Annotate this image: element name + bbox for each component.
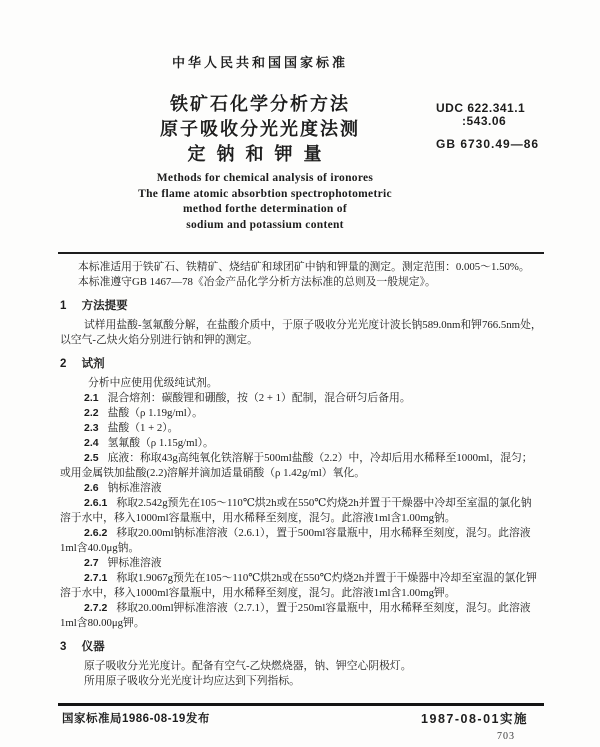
reagent-item-number: 2.2 bbox=[84, 407, 99, 419]
reagent-item-text: 移取20.00ml钠标准溶液（2.6.1），置于500ml容量瓶中，用水稀释至刻度，混匀。此溶液1ml含40.0μg钠。 bbox=[60, 527, 531, 554]
reagent-item bbox=[60, 391, 542, 406]
reagent-item bbox=[60, 571, 542, 601]
reagent-item-number: 2.4 bbox=[84, 437, 99, 449]
reagent-item bbox=[60, 406, 542, 421]
scope-statement: 本标准适用于铁矿石、铁精矿、烧结矿和球团矿中钠和钾量的测定。测定范围：0.005～1.50%。 bbox=[78, 261, 530, 273]
reagent-item bbox=[60, 481, 542, 496]
section-1-title: 方法提要 bbox=[81, 300, 128, 312]
reagent-item-text: 钠标准溶液 bbox=[107, 482, 162, 494]
issue-date: 国家标准局1986-08-19发布 bbox=[62, 713, 210, 725]
english-title-line-2: The flame atomic absorbtion spectrophotometric bbox=[138, 187, 392, 200]
reagent-item bbox=[60, 556, 542, 571]
header-divider bbox=[58, 252, 544, 254]
reagent-item-text: 盐酸（ρ 1.19g/ml）。 bbox=[107, 407, 203, 419]
section-2-number: 2 bbox=[60, 358, 67, 370]
english-title-line-4: sodium and potassium content bbox=[186, 218, 344, 231]
english-title bbox=[60, 171, 470, 233]
reagent-item-number: 2.6.2 bbox=[84, 527, 108, 539]
reagent-item-number: 2.1 bbox=[84, 392, 99, 404]
reagent-item-number: 2.3 bbox=[84, 422, 99, 434]
compliance-statement: 本标准遵守GB 1467—78《冶金产品化学分析方法标准的总则及一般规定》。 bbox=[78, 276, 436, 288]
document-body bbox=[60, 260, 542, 689]
standard-number: GB 6730.49—86 bbox=[436, 137, 540, 151]
section-3-body-1: 原子吸收分光光度计。配备有空气-乙炔燃烧器，钠、钾空心阴极灯。 bbox=[84, 660, 412, 672]
section-2-heading bbox=[60, 356, 542, 372]
footer-divider bbox=[58, 703, 544, 706]
english-title-line-3: method forthe determination of bbox=[183, 203, 347, 215]
page-number: 703 bbox=[497, 731, 515, 742]
reagent-item-number: 2.7 bbox=[84, 557, 99, 569]
reagent-item-text: 钾标准溶液 bbox=[107, 557, 162, 569]
udc-number-continued: :543.06 bbox=[462, 114, 507, 128]
reagent-item-number: 2.6.1 bbox=[84, 497, 108, 509]
section-1-heading bbox=[60, 298, 542, 314]
reagent-item-text: 底液：称取43g高纯氧化铁溶解于500ml盐酸（2.2）中，冷却后用水稀释至1000ml，混匀；或用金属铁加盐酸(2.2)溶解并滴加适量硝酸（ρ 1.42g/ml）氧化。 bbox=[60, 452, 533, 479]
section-1-number: 1 bbox=[60, 300, 67, 312]
reagent-item-number: 2.7.2 bbox=[84, 602, 108, 614]
reagent-item bbox=[60, 526, 542, 556]
section-3-body-2: 所用原子吸收分光光度计均应达到下列指标。 bbox=[84, 675, 300, 687]
classification-block bbox=[436, 102, 586, 151]
reagent-item bbox=[60, 601, 542, 631]
national-standard-label: 中华人民共和国国家标准 bbox=[171, 55, 348, 70]
reagent-item bbox=[60, 436, 542, 451]
section-2-title: 试剂 bbox=[81, 358, 105, 370]
title-line-3: 定钠和钾量 bbox=[187, 144, 333, 164]
reagent-item-text: 称取2.542g预先在105～110℃烘2h或在550℃灼烧2h并置于干燥器中冷却至室温的氯化钠溶于水中，移入1000ml容量瓶中，用水稀释至刻度，混匀。此溶液1ml含1.00mg钠。 bbox=[60, 497, 532, 524]
reagent-item-text: 称取1.9067g预先在105～110℃烘2h或在550℃灼烧2h并置于干燥器中冷却至室温的氯化钾溶于水中，移入1000ml容量瓶中，用水稀释至刻度，混匀。此溶液1ml含1.00mg钾。 bbox=[60, 572, 537, 599]
reagent-item bbox=[60, 496, 542, 526]
udc-number: UDC 622.341.1 bbox=[436, 101, 526, 115]
reagent-item-text: 盐酸（1 + 2）。 bbox=[107, 422, 179, 434]
section-3-title: 仪器 bbox=[81, 641, 105, 653]
title-line-2: 原子吸收分光光度法测 bbox=[160, 119, 360, 139]
section-3-number: 3 bbox=[60, 641, 67, 653]
section-1-body: 试样用盐酸-氢氟酸分解，在盐酸介质中，于原子吸收分光光度计波长钠589.0nm和钾766.5nm处，以空气-乙炔火焰分别进行钠和钾的测定。 bbox=[60, 319, 542, 346]
reagent-item-text: 氢氟酸（ρ 1.15g/ml）。 bbox=[107, 437, 214, 449]
reagent-item bbox=[60, 421, 542, 436]
reagent-item-text: 混合熔剂：碳酸锂和硼酸，按（2 + 1）配制，混合研匀后备用。 bbox=[107, 392, 411, 404]
reagent-item-text: 移取20.00ml钾标准溶液（2.7.1），置于250ml容量瓶中，用水稀释至刻度，混匀。此溶液1ml含80.00μg钾。 bbox=[60, 602, 531, 629]
reagent-item-number: 2.5 bbox=[84, 452, 99, 464]
document-title bbox=[60, 92, 460, 167]
english-title-line-1: Methods for chemical analysis of ironores bbox=[156, 172, 374, 184]
effective-date: 1987-08-01实施 bbox=[421, 712, 528, 726]
reagent-item-number: 2.7.1 bbox=[84, 572, 108, 584]
section-2-intro: 分析中应使用优级纯试剂。 bbox=[88, 377, 218, 389]
section-3-heading bbox=[60, 639, 542, 655]
reagent-item-number: 2.6 bbox=[84, 482, 99, 494]
reagent-item bbox=[60, 451, 542, 481]
title-line-1: 铁矿石化学分析方法 bbox=[170, 94, 350, 114]
